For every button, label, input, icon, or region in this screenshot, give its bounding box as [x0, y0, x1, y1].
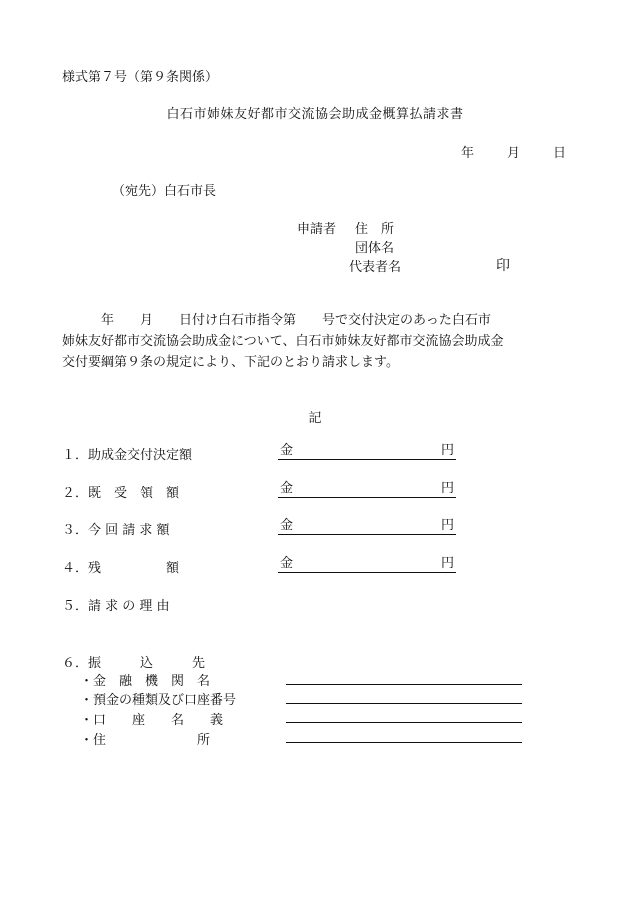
body-line-1: 年 月 日付け白石市指令第 号で交付決定のあった白石市 [62, 313, 491, 328]
kin-label: 金 [280, 518, 294, 533]
yen-label: 円 [440, 518, 454, 533]
applicant-heading: 申請者 [297, 222, 337, 237]
item-transfer-destination-label: ６．振 込 先 [62, 656, 206, 671]
item-current-request-label: ３．今 回 請 求 額 [62, 523, 170, 538]
applicant-address-label: 住 所 [355, 222, 395, 237]
item-grant-decision-amount-label: １．助成金交付決定額 [62, 448, 193, 463]
kin-label: 金 [280, 481, 294, 496]
grant-decision-amount-field[interactable] [278, 443, 456, 460]
holder-address-label: ・住 所 [80, 733, 211, 748]
item-request-reason-label: ５．請 求 の 理 由 [62, 599, 170, 614]
item-already-received-label: ２．既 受 領 額 [62, 486, 180, 501]
form-number: 様式第７号（第９条関係） [62, 70, 219, 85]
account-holder-label: ・口 座 名 義 [80, 713, 224, 728]
body-line-3: 交付要綱第９条の規定により、下記のとおり請求します。 [62, 355, 399, 370]
addressee: （宛先）白石市長 [112, 184, 217, 199]
date-month-label: 月 [507, 146, 521, 161]
kin-label: 金 [280, 443, 294, 458]
yen-label: 円 [440, 481, 454, 496]
bank-name-field[interactable] [286, 684, 522, 685]
bank-name-label: ・金 融 機 関 名 [80, 674, 211, 689]
ki-heading: 記 [308, 411, 322, 426]
current-request-amount-field[interactable] [278, 518, 456, 535]
seal-mark: 印 [496, 258, 510, 274]
applicant-org-label: 団体名 [355, 241, 395, 256]
yen-label: 円 [440, 443, 454, 458]
date-day-label: 日 [553, 146, 567, 161]
already-received-amount-field[interactable] [278, 481, 456, 498]
body-line-2: 姉妹友好都市交流協会助成金について、白石市姉妹友好都市交流協会助成金 [62, 334, 504, 349]
account-holder-field[interactable] [286, 722, 522, 723]
date-year-label: 年 [461, 146, 475, 161]
applicant-rep-label: 代表者名 [349, 260, 402, 275]
request-body-text [62, 310, 577, 373]
yen-label: 円 [440, 556, 454, 571]
account-type-number-field[interactable] [286, 703, 522, 704]
document-title: 白石市姉妹友好都市交流協会助成金概算払請求書 [166, 107, 464, 122]
kin-label: 金 [280, 556, 294, 571]
account-type-number-label: ・預金の種類及び口座番号 [80, 693, 237, 708]
remaining-amount-field[interactable] [278, 556, 456, 573]
holder-address-field[interactable] [286, 742, 522, 743]
item-remaining-label: ４．残 額 [62, 561, 180, 576]
